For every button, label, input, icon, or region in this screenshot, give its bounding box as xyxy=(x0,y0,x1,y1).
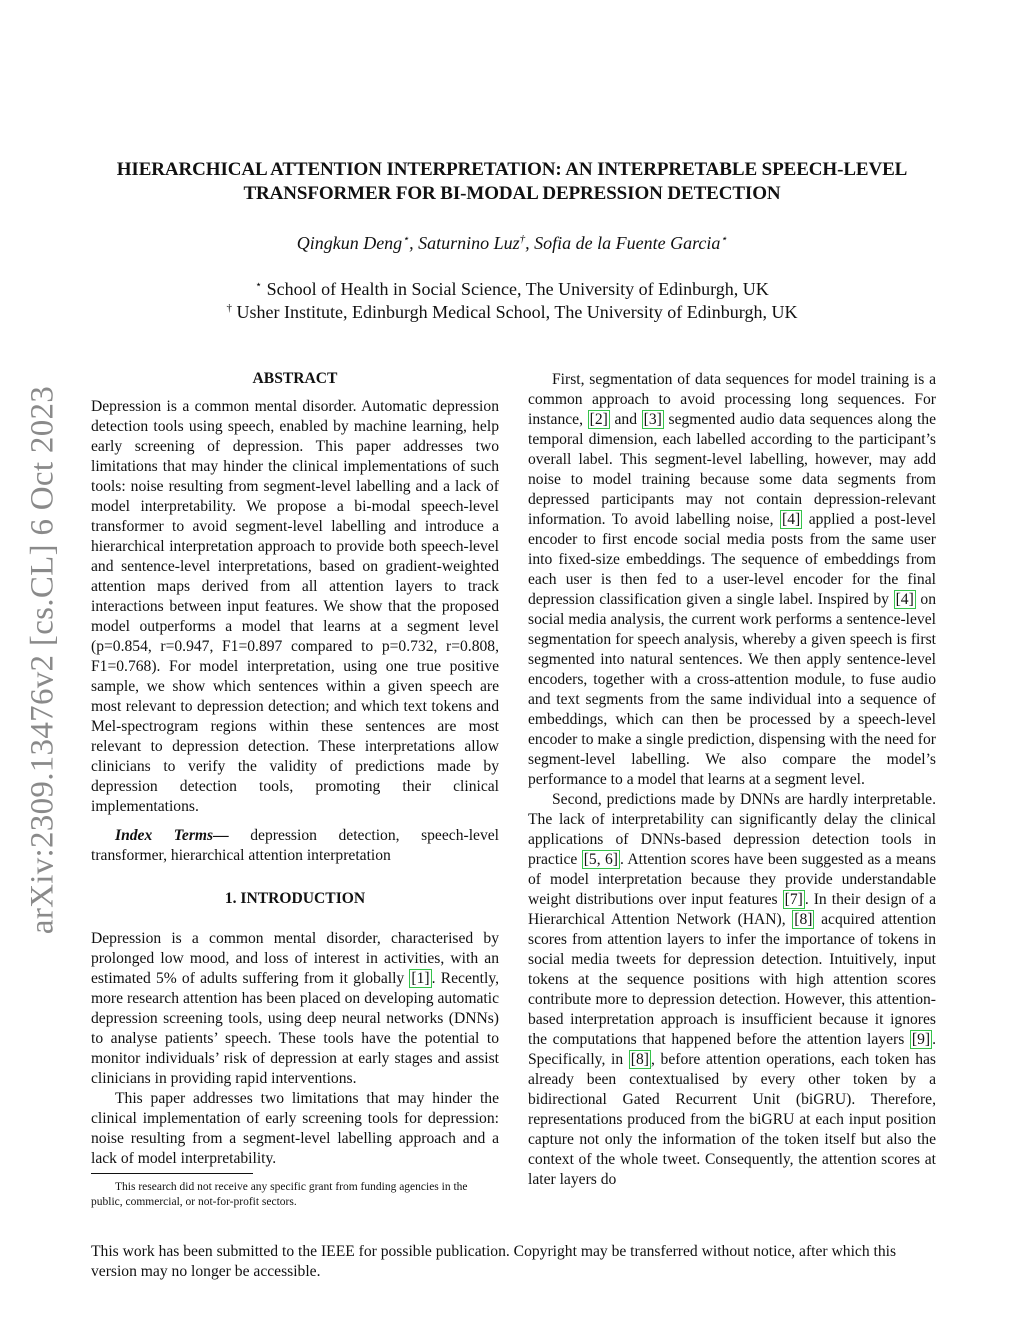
author-2: Saturnino Luz xyxy=(418,233,520,253)
citation-link[interactable]: [7] xyxy=(784,891,803,908)
abstract-heading: ABSTRACT xyxy=(252,370,338,387)
arxiv-identifier xyxy=(22,370,64,950)
right-p1-text-c: segmented audio data sequences along the temporal dimension, each labelled according to the participant’s overall label. This segment-level labelling, however, may add noise to model training because some data segments from depressed participants may not contain depression-relevant information. To avoid labelling noise, xyxy=(528,411,936,528)
affiliation-2-text: Usher Institute, Edinburgh Medical School, The University of Edinburgh, UK xyxy=(232,302,798,322)
intro-p1-text-a: Depression is a common mental disorder, characterised by prolonged low mood, and loss of interest in activities, with an estimated 5% of adults suffering from it globally xyxy=(91,930,499,987)
right-p2-text-a: Second, predictions made by DNNs are hardly interpretable. The lack of interpretability can significantly delay the clinical applications of DNNs-based depression detection tools in practice xyxy=(528,791,936,868)
citation-link[interactable]: [8] xyxy=(630,1051,649,1068)
abstract-paragraph: Depression is a common mental disorder. Automatic depression detection tools using speech, enabled by machine learning, help early screening of depression. This paper addresses two limitations that may hinder the clinical implementations of such tools: noise resulting from segment-level labelling and a lack of model interpretability. We propose a bi-modal speech-level transformer to avoid segment-level labelling and introduce a hierarchical interpretation approach to provide both speech-level and sentence-level interpretations, based on gradient-weighted attention maps derived from all attention layers to track interactions between input features. We show that the proposed model outperforms a model that learns at a segment level (p=0.854, r=0.947, F1=0.897 compared to p=0.732, r=0.808, F1=0.768). For model interpretation, using one true positive sample, we show which sentences within a given speech are most relevant to depression detection; and which text tokens and Mel-spectrogram regions within these sentences are most relevant to depression detection. These interpretations allow clinicians to verify the validity of predictions made by depression detection tools, promoting their clinical implementations. xyxy=(91,398,499,815)
right-paragraph-2 xyxy=(528,790,936,1190)
index-terms-label: Index Terms— xyxy=(115,827,229,844)
right-column-body xyxy=(528,370,936,1190)
right-p2-text-c: . In their design of a Hierarchical Attention Network (HAN), xyxy=(528,891,936,928)
citation-link[interactable]: [3] xyxy=(643,411,662,428)
index-terms-text: depression detection, speech-level transformer, hierarchical attention interpretation xyxy=(91,827,499,864)
citation-link[interactable]: [4] xyxy=(895,591,914,608)
citation-link[interactable]: [4] xyxy=(782,511,801,528)
title-line-2: TRANSFORMER FOR BI-MODAL DEPRESSION DETECTION xyxy=(243,183,781,204)
author-sep-1: , xyxy=(409,233,419,253)
affiliation-1-mark: ⋆ xyxy=(255,279,263,291)
intro-body xyxy=(91,929,499,1169)
citation-link[interactable]: [2] xyxy=(589,411,608,428)
right-p2-text-d: acquired attention scores from attention layers to infer the importance of tokens in social media tweets for depression detection. Intuitively, input tokens at the sequence positions with high attention scores contribute more to depression detection. However, this attention-based interpretation approach is insufficient because it ignores the computations that happened before the attention layers xyxy=(528,911,936,1048)
footnote: This research did not receive any specific grant from funding agencies in the public, commercial, or not-for-profit sectors. xyxy=(91,1181,468,1208)
intro-paragraph-2: This paper addresses two limitations that may hinder the clinical implementation of early screening tools for depression: noise resulting from a segment-level labelling approach and a lack of model interpretability. xyxy=(91,1090,499,1167)
author-3: Sofia de la Fuente Garcia xyxy=(534,233,721,253)
author-sep-2: , xyxy=(525,233,535,253)
right-p2-text-e: . Specifically, in xyxy=(528,1031,936,1068)
intro-p1-text-b: . Recently, more research attention has been placed on developing automatic depression screening tools, using deep neural networks (DNNs) to analyse patients’ speech. These tools have the potential to monitor individuals’ risk of depression at early stages and assist clinicians in providing rapid interventions. xyxy=(91,970,500,1087)
citation-link[interactable]: [9] xyxy=(911,1031,931,1048)
copyright-notice: This work has been submitted to the IEEE for possible publication. Copyright may be transferred without notice, after which this version may no longer be accessible. xyxy=(91,1243,897,1280)
author-2-mark: † xyxy=(519,233,526,245)
citation-link[interactable]: [5, 6] xyxy=(583,851,618,868)
affiliation-2 xyxy=(80,302,944,323)
abstract-body xyxy=(91,397,499,817)
author-list xyxy=(80,232,944,254)
citation-link[interactable]: [1] xyxy=(411,970,430,987)
right-paragraph-1 xyxy=(528,370,936,790)
right-p2-text-f: , before attention operations, each token has already been contextualised by every other token by a bidirectional Gated Recurrent Unit (biGRU). Therefore, representations produced from the biGRU at each input position capture not only the information of the token itself but also the context of the whole tweet. Consequently, the attention scores at later layers do xyxy=(528,1051,936,1188)
arxiv-id-text: arXiv:2309.13476v2 [cs.CL] 6 Oct 2023 xyxy=(24,385,61,935)
author-1-mark: ⋆ xyxy=(402,233,410,245)
right-p2-text-b: . Attention scores have been suggested as a means of model interpretation because they provide understandable weight distributions over input features xyxy=(528,851,937,908)
intro-paragraph-1 xyxy=(91,929,499,1089)
intro-heading: 1. INTRODUCTION xyxy=(224,890,366,907)
author-3-mark: ⋆ xyxy=(720,233,728,245)
author-1: Qingkun Deng xyxy=(296,233,403,253)
affiliation-1 xyxy=(80,278,944,300)
right-p1-text-a: First, segmentation of data sequences for model training is a common approach to avoid processing long sequences. For instance, xyxy=(528,371,936,428)
paper-title xyxy=(80,158,944,206)
right-p1-text-d: applied a post-level encoder to first encode social media posts from the same user into fixed-size embeddings. The sequence of embeddings from each user is then fed to a user-level encoder for the final depression classification given a single label. Inspired by xyxy=(528,511,936,608)
right-p1-text-e: on social media analysis, the current work performs a sentence-level segmentation for speech analysis, whereby a given speech is first segmented into natural sentences. We then apply sentence-level encoders, together with a cross-attention module, to fuse audio and text segments from the same individual into a sequence of embeddings, which can then be processed by a speech-level encoder to make a single prediction, dispensing with the need for segment-level labelling. We also compare the model’s performance to a model that learns at a segment level. xyxy=(528,591,937,788)
affiliation-1-text: School of Health in Social Science, The University of Edinburgh, UK xyxy=(262,279,769,299)
right-p1-text-b: and xyxy=(609,411,642,428)
index-terms xyxy=(91,826,499,866)
title-line-1: HIERARCHICAL ATTENTION INTERPRETATION: AN INTERPRETABLE SPEECH-LEVEL xyxy=(116,159,908,180)
footnote-rule xyxy=(91,1173,253,1174)
citation-link[interactable]: [8] xyxy=(794,911,813,928)
affiliation-2-mark: † xyxy=(226,302,233,314)
